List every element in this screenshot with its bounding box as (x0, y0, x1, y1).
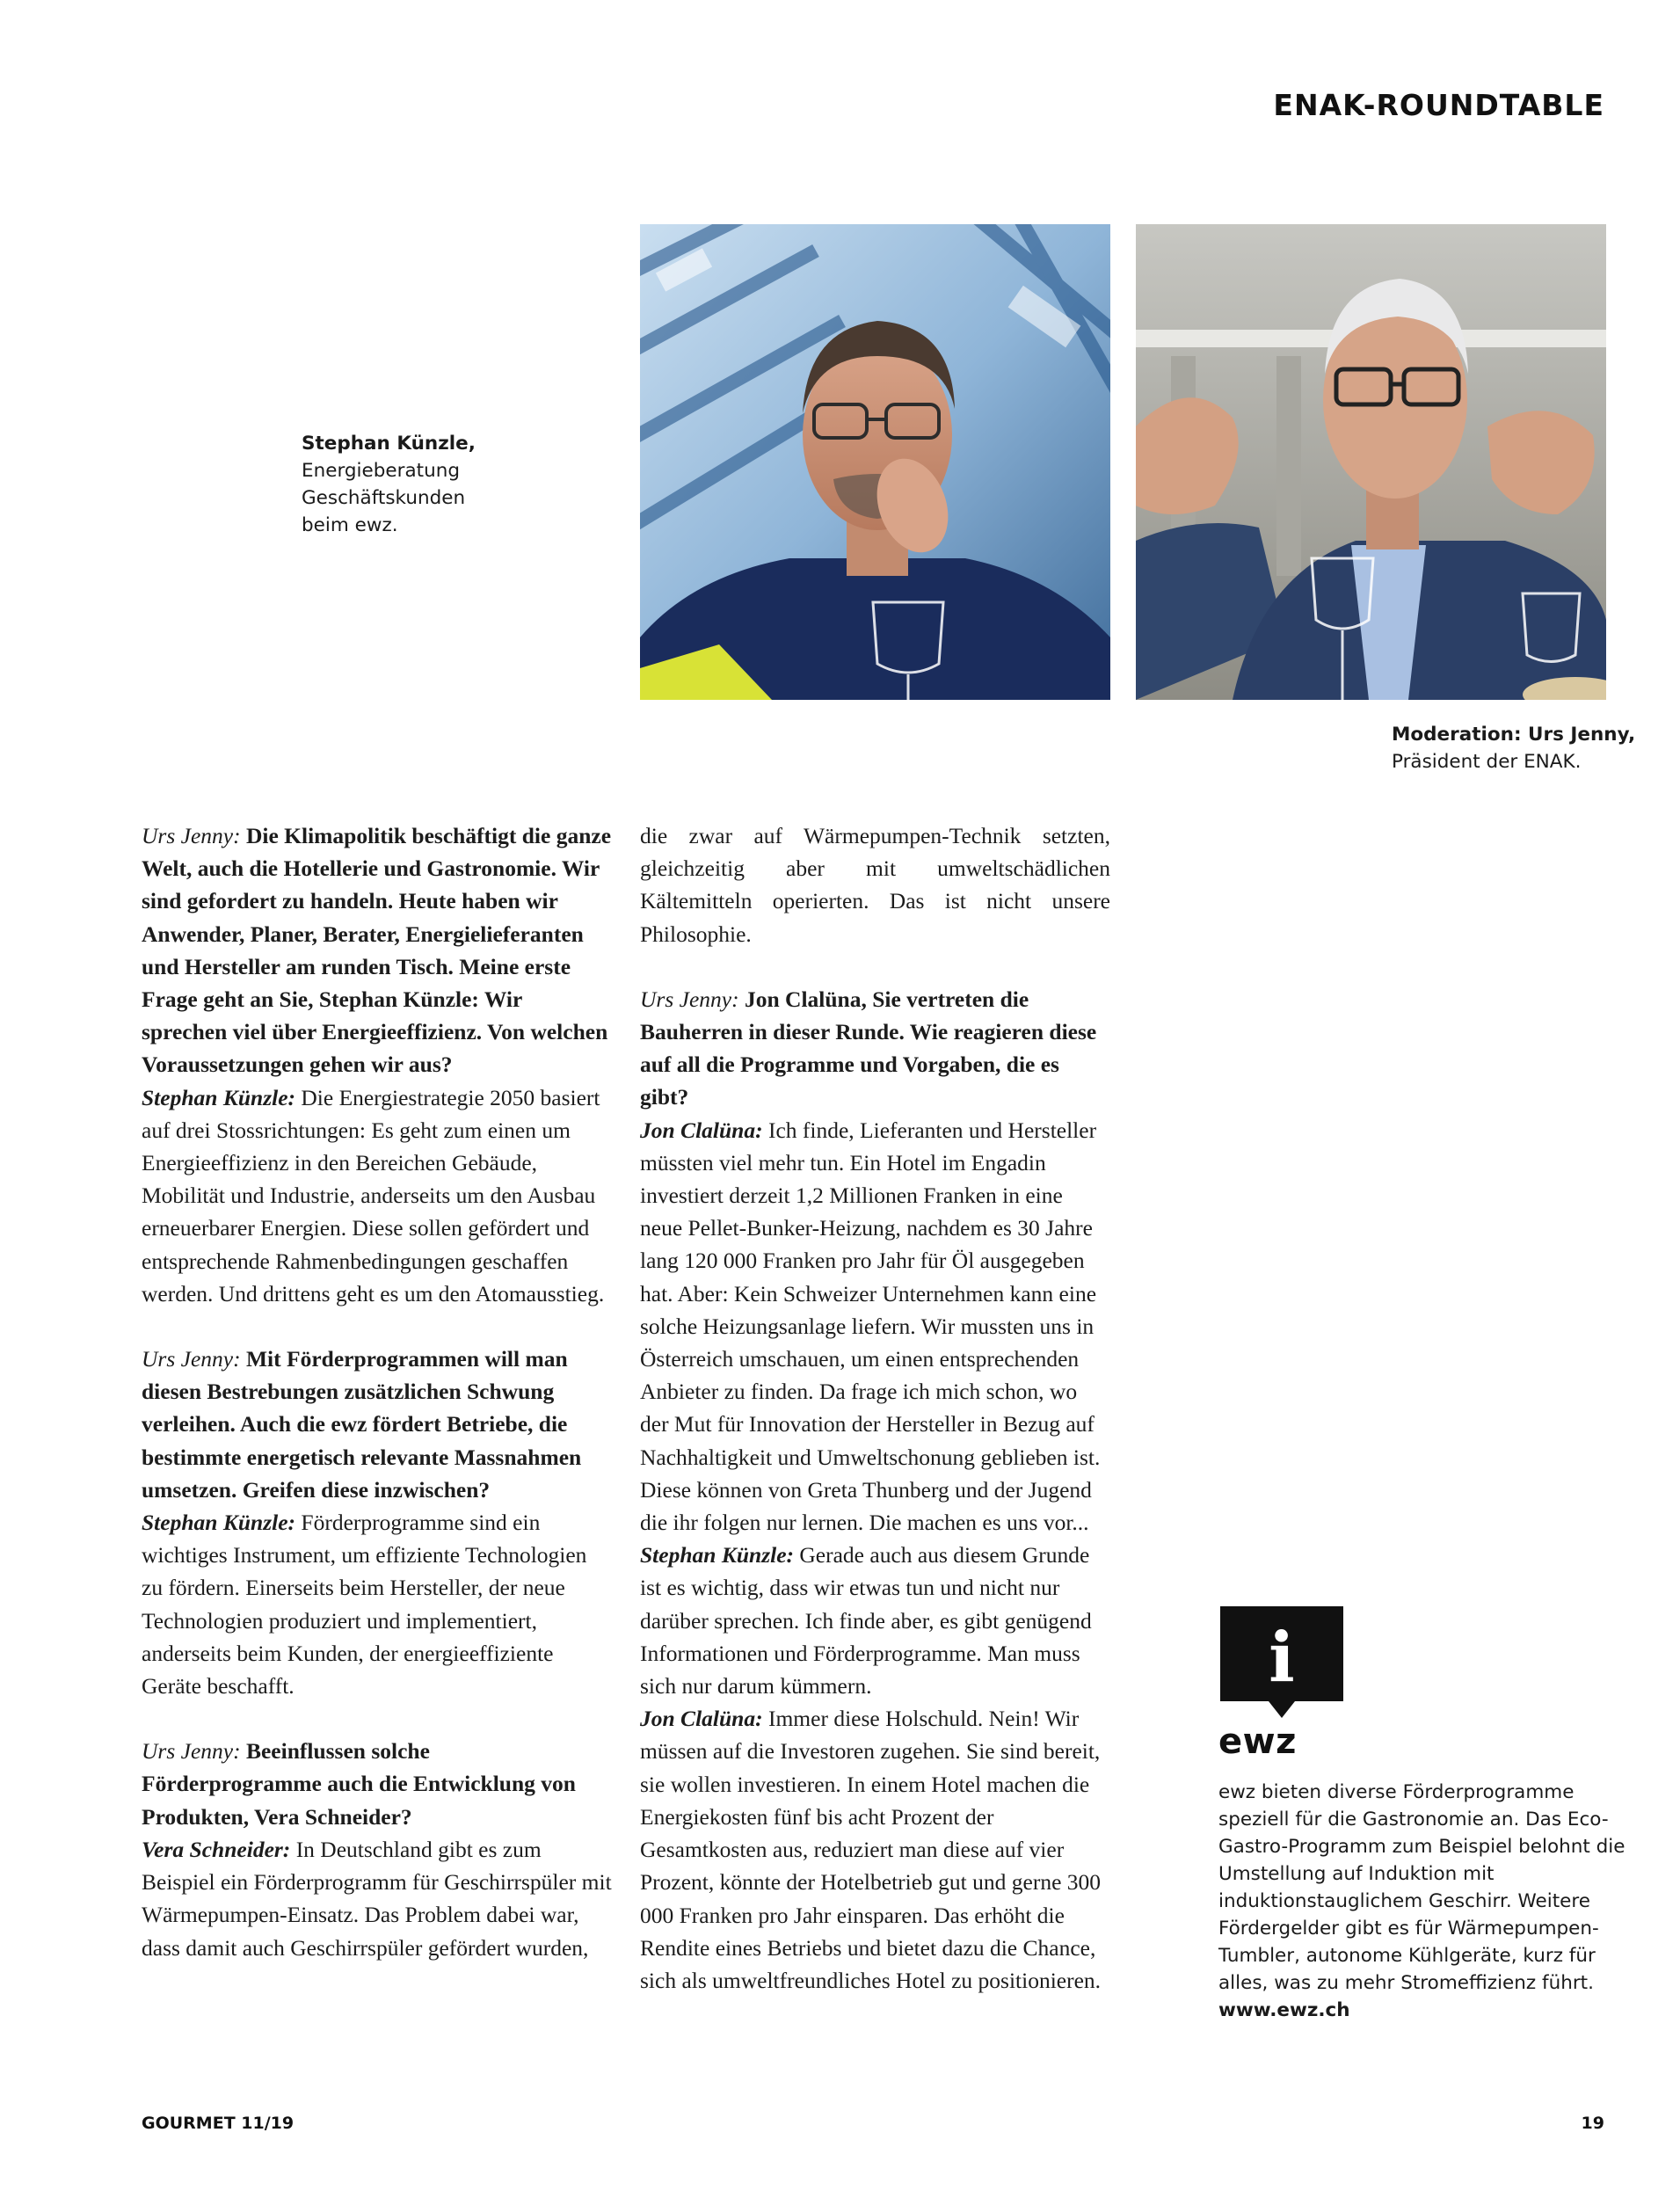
caption-name: Stephan Künzle, (302, 433, 476, 455)
interview-paragraph: die zwar auf Wärmepumpen-Technik setzten, gleichzeitig aber mit umweltschädlichen Kältemitteln operierten. Das ist nicht unsere Philosophie. (640, 823, 1110, 947)
interview-paragraph: Urs Jenny: Jon Clalüna, Sie vertreten die Bauherren in dieser Runde. Wie reagieren diese auf all die Programme und Vorgaben, die es gibt? Jon Clalüna: Ich finde, Lieferanten und Hersteller müssten viel mehr tun. Ein Hotel im Engadin investiert derzeit 1,2 Millionen Franken in eine neue Pellet-Bunker-Heizung, nachdem es 30 Jahre lang 120 000 Franken pro Jahr für Öl ausgegeben hat. Aber: Kein Schweizer Unternehmen kann eine solche Heizungsanlage liefern. Wir mussten uns in Österreich umschauen, um einen entsprechenden Anbieter zu finden. Da frage ich mich schon, wo der Mut für Innovation der Hersteller in Bezug auf Nachhaltigkeit und Umweltschonung geblieben ist. Diese können von Greta Thunberg und der Jugend die ihr folgen nur lernen. Die machen es uns vor... Stephan Künzle: Gerade auch aus diesem Grunde ist es wichtig, dass wir etwas tun und nicht nur darüber sprechen. Ich finde aber, es gibt genügend Informationen und Förderprogramme. Man muss sich nur darum kümmern. Jon Clalüna: Immer diese Holschuld. Nein! Wir müssen auf die Investoren zugehen. Sie sind bereit, sie wollen investieren. In einem Hotel machen die Energiekosten fünf bis acht Prozent der Gesamtkosten aus, reduziert man diese auf vier Prozent, könnte der Hotelbetrieb gut und gerne 300 000 Franken pro Jahr einsparen. Das erhöht die Rendite eines Betriebs und bietet dazu die Chance, sich als umweltfreundliches Hotel zu positionieren. (640, 986, 1102, 1993)
photo-caption-jenny (1392, 721, 1638, 775)
info-box-text (1218, 1779, 1632, 2024)
caption-role-line2: beim ewz. (302, 514, 398, 536)
ewz-logo: ewz (1218, 1721, 1297, 1762)
info-icon (1220, 1606, 1343, 1725)
info-glyph: i (1269, 1618, 1295, 1698)
section-title: ENAK-ROUNDTABLE (1273, 88, 1604, 122)
photo-stephan-kuenzle (640, 224, 1110, 700)
caption-role: Präsident der ENAK. (1392, 751, 1582, 773)
caption-name: Moderation: Urs Jenny, (1392, 724, 1636, 746)
interview-paragraph: Urs Jenny: Die Klimapolitik beschäftigt die ganze Welt, auch die Hotellerie und Gastronomie. Wir sind gefordert zu handeln. Heute haben wir Anwender, Planer, Berater, Energielieferanten und Hersteller am runden Tisch. Meine erste Frage geht an Sie, Stephan Künzle: Wir sprechen viel über Energieeffizienz. Von welchen Voraussetzungen gehen wir aus? Stephan Künzle: Die Energiestrategie 2050 basiert auf drei Stossrichtungen: Es geht zum einen um Energieeffizienz in den Bereichen Gebäude, Mobilität und Industrie, anderseits um den Ausbau erneuerbarer Energien. Diese sollen gefördert und entsprechende Rahmenbedingungen geschaffen werden. Und drittens geht es um den Atomausstieg. (142, 823, 612, 1306)
photo-urs-jenny (1136, 224, 1606, 700)
article-column-middle (640, 819, 1110, 2029)
page-number: 19 (1581, 2114, 1604, 2133)
article-column-left (142, 819, 612, 1997)
interview-paragraph: Urs Jenny: Mit Förderprogrammen will man diesen Bestrebungen zusätzlichen Schwung verleihen. Auch die ewz fördert Betriebe, die bestimmte energetisch relevante Massnahmen umsetzen. Greifen diese inzwischen? Stephan Künzle: Förderprogramme sind ein wichtiges Instrument, um effiziente Technologien zu fördern. Einerseits beim Hersteller, der neue Technologien produziert und implementiert, anderseits beim Kunden, der energieeffiziente Geräte beschafft. (142, 1346, 587, 1699)
info-description: ewz bieten diverse Förderprogramme speziell für die Gastronomie an. Das Eco-Gastro-Programm zum Beispiel belohnt die Umstellung auf Induktion mit induktionstauglichem Geschirr. Weitere Fördergelder gibt es für Wärmepumpen-Tumbler, autonome Kühlgeräte, kurz für alles, was zu mehr Stromeffizienz führt. (1218, 1781, 1625, 1994)
caption-role-line1: Energieberatung Geschäftskunden (302, 460, 466, 509)
magazine-issue: GOURMET 11/19 (142, 2114, 295, 2133)
interview-paragraph: Urs Jenny: Beeinflussen solche Förderprogramme auch die Entwicklung von Produkten, Vera Schneider? Vera Schneider: In Deutschland gibt es zum Beispiel ein Förderprogramm für Geschirrspüler mit Wärmepumpen-Einsatz. Das Problem dabei war, dass damit auch Geschirrspüler gefördert wurden, (142, 1738, 612, 1961)
photo-caption-kuenzle (302, 430, 627, 539)
ewz-link[interactable]: www.ewz.ch (1218, 1999, 1350, 2021)
